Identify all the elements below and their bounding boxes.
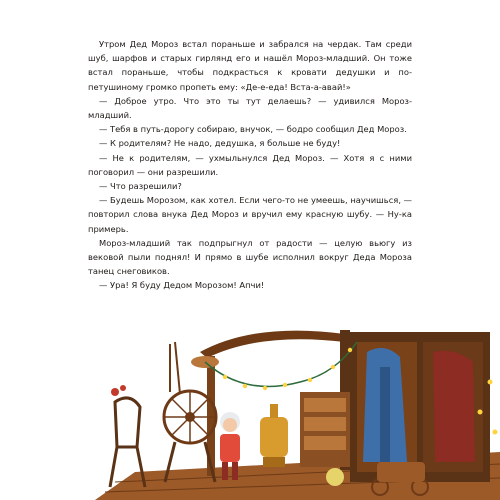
story-text — [88, 37, 412, 293]
chest-of-drawers — [300, 392, 350, 467]
chair — [110, 385, 145, 487]
story-paragraph-9: — Ура! Я буду Дедом Морозом! Апчи! — [99, 280, 265, 291]
story-paragraph-5: — Не к родителям, — ухмыльнулся Дед Мороз. — Хотя я с ними поговорил — они разрешили. — [88, 152, 412, 177]
samovar — [260, 404, 288, 467]
story-paragraph-7: — Будешь Морозом, как хотел. Если чего-то не умеешь, научишься, — повторил слова внука Дед Мороз и вручил ему красную шубу. — Ну-ка примерь. — [88, 195, 412, 234]
wardrobe — [350, 332, 490, 482]
story-paragraph-1: Утром Дед Мороз встал пораньше и забрался на чердак. Там среди шуб, шарфов и старых гирлянд его и нашёл Мороз-младший. Он тоже встал пораньше, чтобы подкрасться к кровати дедушки и по-петушиному громко пропеть ему: «Де-е-еда! Вста-а-авай!» — [88, 39, 412, 92]
story-paragraph-4: — К родителям? Не надо, дедушка, я больше не буду! — [99, 138, 341, 149]
story-paragraph-6: — Что разрешили? — [99, 181, 182, 192]
story-paragraph-3: — Тебя в путь-дорогу собираю, внучок, — бодро сообщил Дед Мороз. — [99, 124, 407, 135]
story-paragraph-8: Мороз-младший так подпрыгнул от радости — целую вьюгу из вековой пыли поднял! И прямо в шубе исполнил вокруг Деда Мороза танец снеговиков. — [88, 237, 412, 277]
attic-illustration-icon — [95, 322, 500, 500]
story-paragraph-2: — Доброе утро. Что это ты тут делаешь? — удивился Мороз-младший. — [88, 95, 412, 121]
